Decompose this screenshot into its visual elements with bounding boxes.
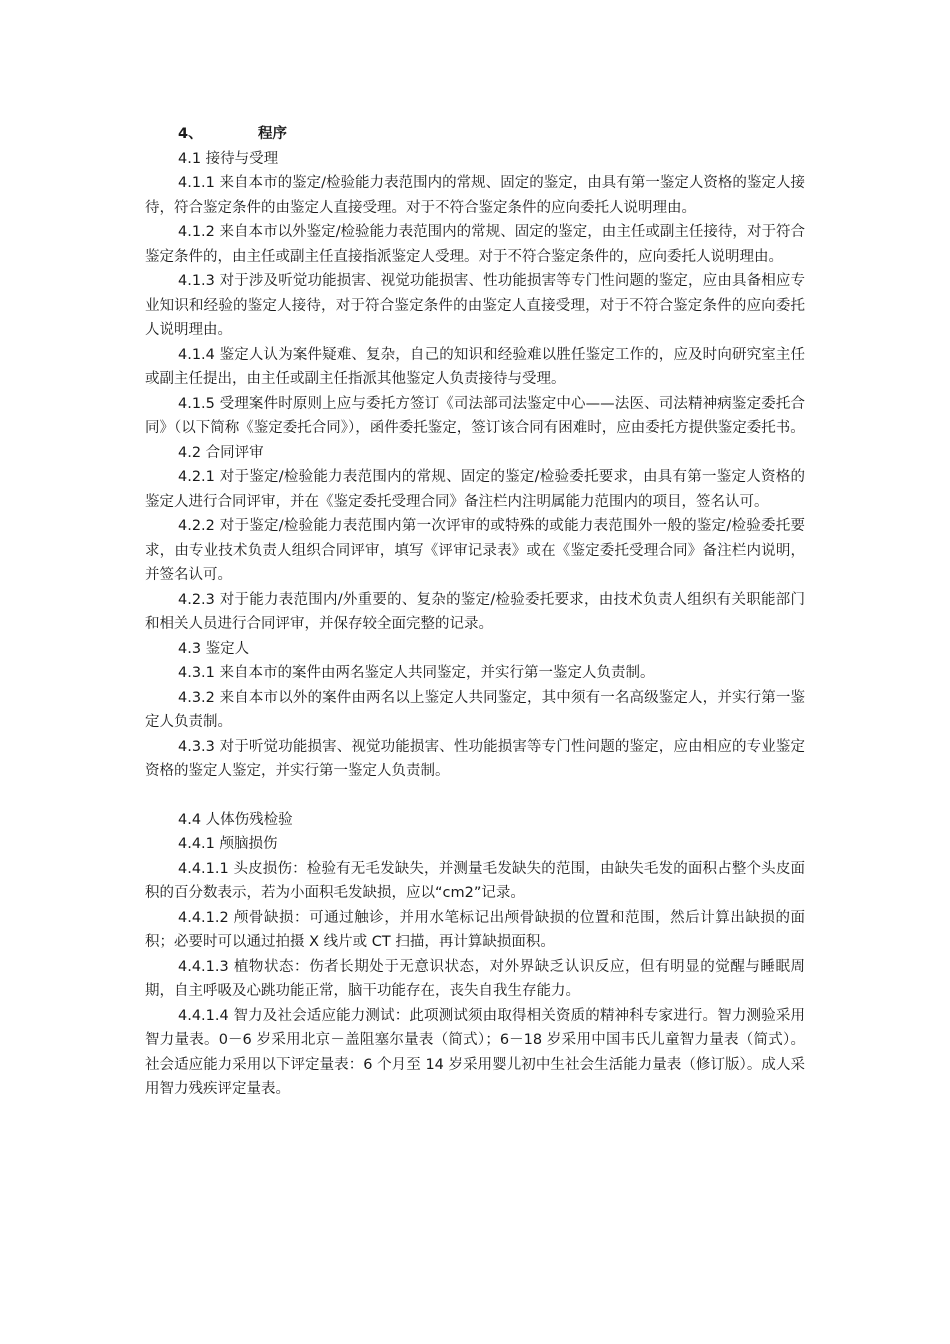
paragraph-4-2-2: 4.2.2 对于鉴定/检验能力表范围内第一次评审的或特殊的或能力表范围外一般的鉴定/检验委托要求，由专业技术负责人组织合同评审，填写《评审记录表》或在《鉴定委托受理合同》备注栏内说明，并签名认可。 [145, 518, 805, 583]
section-number: 4、 [178, 126, 203, 142]
subsection-heading-4-1: 4.1 接待与受理 [178, 150, 279, 167]
paragraph-4-1-2: 4.1.2 来自本市以外鉴定/检验能力表范围内的常规、固定的鉴定，由主任或副主任接待，对于符合鉴定条件的，由主任或副主任直接指派鉴定人受理。对于不符合鉴定条件的，应向委托人说明理由。 [145, 224, 805, 265]
paragraph-4-4-1-4: 4.4.1.4 智力及社会适应能力测试：此项测试须由取得相关资质的精神科专家进行。智力测验采用智力量表。0－6 岁采用北京－盖阻塞尔量表（简式）；6－18 岁采用中国韦氏儿童智力量表（简式）。社会适应能力采用以下评定量表：6 个月至 14 岁采用婴儿初中生社会生活能力量表（修订版）。成人采用智力残疾评定量表。 [145, 1007, 805, 1097]
paragraph-4-1-1: 4.1.1 来自本市的鉴定/检验能力表范围内的常规、固定的鉴定，由具有第一鉴定人资格的鉴定人接待，符合鉴定条件的由鉴定人直接受理。对于不符合鉴定条件的应向委托人说明理由。 [145, 175, 805, 216]
subsection-heading-4-3: 4.3 鉴定人 [178, 640, 250, 657]
section-heading [145, 122, 805, 147]
paragraph-4-3-1: 4.3.1 来自本市的案件由两名鉴定人共同鉴定，并实行第一鉴定人负责制。 [178, 665, 655, 681]
paragraph-4-2-3: 4.2.3 对于能力表范围内/外重要的、复杂的鉴定/检验委托要求，由技术负责人组织有关职能部门和相关人员进行合同评审，并保存较全面完整的记录。 [145, 591, 805, 632]
paragraph-4-1-4: 4.1.4 鉴定人认为案件疑难、复杂，自己的知识和经验难以胜任鉴定工作的，应及时向研究室主任或副主任提出，由主任或副主任指派其他鉴定人负责接待与受理。 [145, 346, 805, 387]
paragraph-4-4-1-1: 4.4.1.1 头皮损伤：检验有无毛发缺失，并测量毛发缺失的范围，由缺失毛发的面积占整个头皮面积的百分数表示，若为小面积毛发缺损，应以“cm2”记录。 [145, 860, 805, 901]
section-title: 程序 [258, 126, 287, 142]
paragraph-4-3-3: 4.3.3 对于听觉功能损害、视觉功能损害、性功能损害等专门性问题的鉴定，应由相应的专业鉴定资格的鉴定人鉴定，并实行第一鉴定人负责制。 [145, 738, 805, 779]
subsection-heading-4-4: 4.4 人体伤残检验 [178, 811, 293, 828]
blank-line [145, 784, 805, 808]
subsection-heading-4-2: 4.2 合同评审 [178, 444, 264, 461]
subsection-heading-4-4-1: 4.4.1 颅脑损伤 [178, 836, 278, 852]
paragraph-4-2-1: 4.2.1 对于鉴定/检验能力表范围内的常规、固定的鉴定/检验委托要求，由具有第一鉴定人资格的鉴定人进行合同评审，并在《鉴定委托受理合同》备注栏内注明属能力范围内的项目，签名认可。 [145, 469, 805, 510]
paragraph-4-1-3: 4.1.3 对于涉及听觉功能损害、视觉功能损害、性功能损害等专门性问题的鉴定，应由具备相应专业知识和经验的鉴定人接待，对于符合鉴定条件的由鉴定人直接受理，对于不符合鉴定条件的应向委托人说明理由。 [145, 273, 805, 338]
paragraph-4-4-1-3: 4.4.1.3 植物状态：伤者长期处于无意识状态，对外界缺乏认识反应，但有明显的觉醒与睡眠周期，自主呼吸及心跳功能正常，脑干功能存在，丧失自我生存能力。 [145, 958, 805, 999]
paragraph-4-4-1-2: 4.4.1.2 颅骨缺损：可通过触诊，并用水笔标记出颅骨缺损的位置和范围，然后计算出缺损的面积；必要时可以通过拍摄 X 线片或 CT 扫描，再计算缺损面积。 [145, 909, 805, 950]
paragraph-4-1-5: 4.1.5 受理案件时原则上应与委托方签订《司法部司法鉴定中心——法医、司法精神病鉴定委托合同》（以下简称《鉴定委托合同》），函件委托鉴定，签订该合同有困难时，应由委托方提供鉴定委托书。 [145, 395, 805, 436]
paragraph-4-3-2: 4.3.2 来自本市以外的案件由两名以上鉴定人共同鉴定，其中须有一名高级鉴定人，并实行第一鉴定人负责制。 [145, 689, 805, 730]
